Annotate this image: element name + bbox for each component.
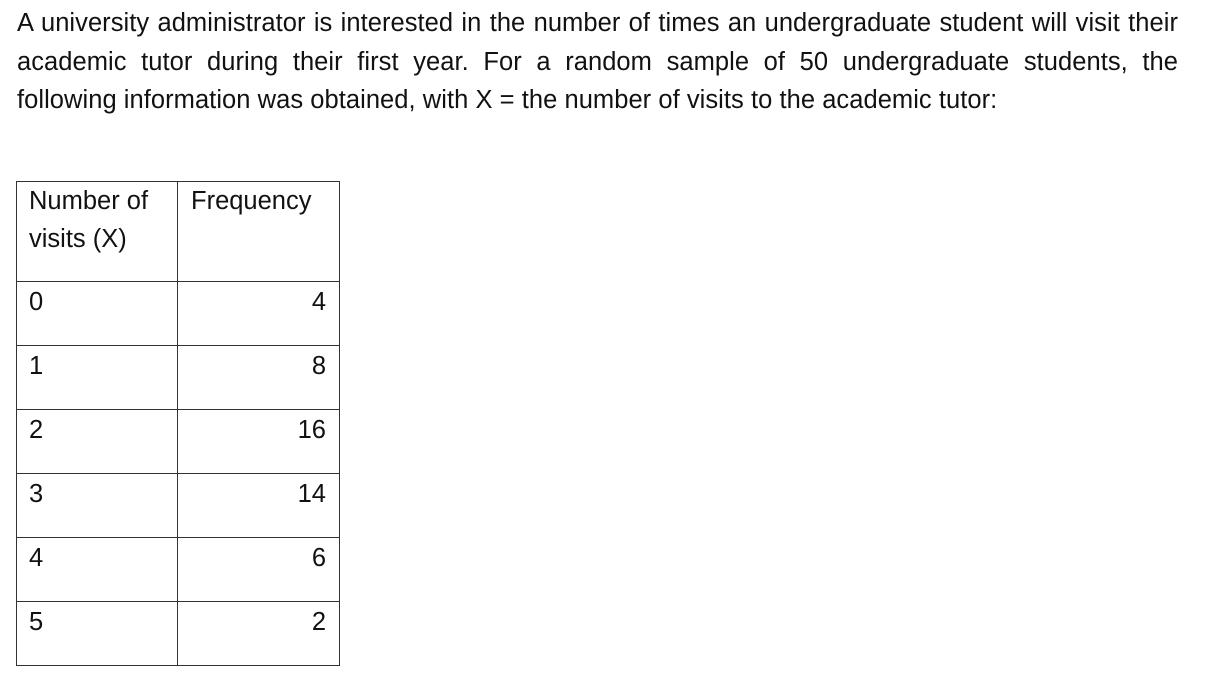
frequency-table xyxy=(16,181,340,666)
header-number-of-visits: Number of visits (X) xyxy=(17,182,178,282)
table-row xyxy=(17,538,340,602)
table-row xyxy=(17,410,340,474)
visits-cell: 5 xyxy=(17,602,178,666)
table-row xyxy=(17,282,340,346)
frequency-cell: 8 xyxy=(178,346,340,410)
header-frequency: Frequency xyxy=(178,182,340,282)
visits-cell: 3 xyxy=(17,474,178,538)
visits-cell: 1 xyxy=(17,346,178,410)
frequency-cell: 14 xyxy=(178,474,340,538)
problem-statement: A university administrator is interested in the number of times an undergraduate student will visit their academic tutor during their first year. For a random sample of 50 undergraduate students, the following information was obtained, with X = the number of visits to the academic tutor: xyxy=(17,9,1178,115)
frequency-cell: 4 xyxy=(178,282,340,346)
visits-cell: 0 xyxy=(17,282,178,346)
frequency-cell: 16 xyxy=(178,410,340,474)
visits-cell: 4 xyxy=(17,538,178,602)
frequency-cell: 2 xyxy=(178,602,340,666)
table-row xyxy=(17,346,340,410)
table-row xyxy=(17,474,340,538)
table-row xyxy=(17,602,340,666)
visits-cell: 2 xyxy=(17,410,178,474)
frequency-cell: 6 xyxy=(178,538,340,602)
table-header-row xyxy=(17,182,340,282)
